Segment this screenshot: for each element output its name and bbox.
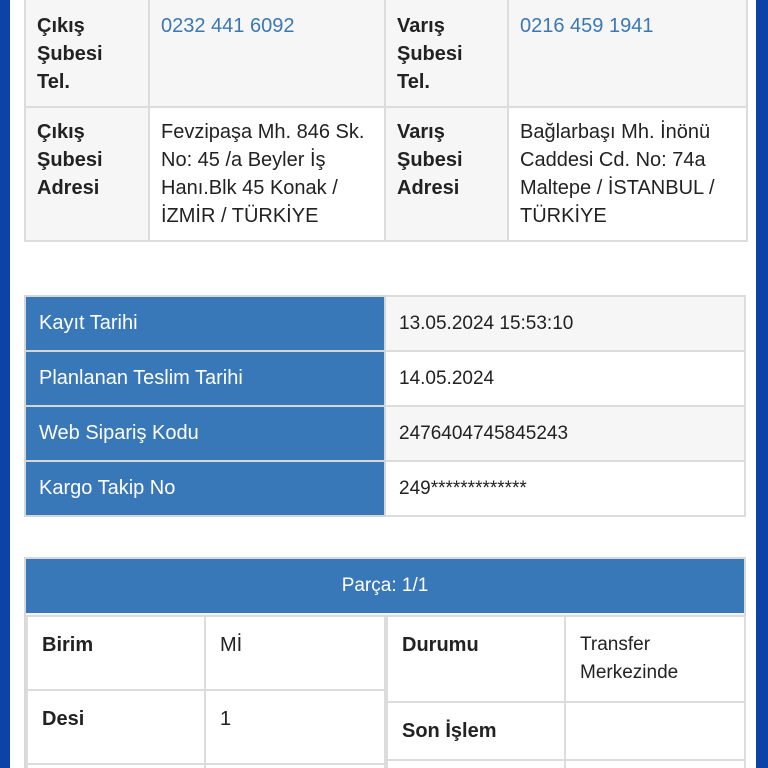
web-order-code-label: Web Sipariş Kodu <box>25 406 385 461</box>
parcel-card <box>24 557 746 768</box>
planned-delivery-label: Planlanan Teslim Tarihi <box>25 351 385 406</box>
branch-address-row <box>25 107 747 241</box>
info-row-tracking-number <box>25 461 745 516</box>
parcel-right-table <box>386 615 746 768</box>
registration-date-value: 13.05.2024 15:53:10 <box>385 296 745 351</box>
registration-date-label: Kayıt Tarihi <box>25 296 385 351</box>
tracking-number-label: Kargo Takip No <box>25 461 385 516</box>
arrival-address: Bağlarbaşı Mh. İnönü Caddesi Cd. No: 74a Maltepe / İSTANBUL / TÜRKİYE <box>508 107 747 241</box>
arrival-address-label: Varış Şubesi Adresi <box>385 107 508 241</box>
unit-label: Birim <box>27 616 205 690</box>
desi-value: 1 <box>205 690 385 764</box>
parcel-next-right-label <box>387 760 565 768</box>
parcel-row-last-action <box>387 702 745 760</box>
status-value: Transfer Merkezinde <box>565 616 745 702</box>
parcel-next-value <box>205 764 385 768</box>
info-row-registration-date <box>25 296 745 351</box>
branch-phone-row <box>25 0 747 107</box>
status-label: Durumu <box>387 616 565 702</box>
planned-delivery-value: 14.05.2024 <box>385 351 745 406</box>
departure-address: Fevzipaşa Mh. 846 Sk. No: 45 /a Beyler İş Hanı.Blk 45 Konak / İZMİR / TÜRKİYE <box>149 107 385 241</box>
web-order-code-value: 2476404745845243 <box>385 406 745 461</box>
parcel-row-next-right <box>387 760 745 768</box>
desi-label: Desi <box>27 690 205 764</box>
parcel-title: Parça: 1/1 <box>341 575 429 596</box>
parcel-header <box>26 559 744 613</box>
tracking-number-value: 249************* <box>385 461 745 516</box>
parcel-row-unit <box>27 616 385 690</box>
parcel-left-table <box>26 615 386 768</box>
arrival-phone-label: Varış Şubesi Tel. <box>385 0 508 107</box>
last-action-label: Son İşlem <box>387 702 565 760</box>
parcel-row-desi <box>27 690 385 764</box>
unit-value: Mİ <box>205 616 385 690</box>
shipment-info-table <box>24 295 746 517</box>
parcel-next-label <box>27 764 205 768</box>
info-row-planned-delivery <box>25 351 745 406</box>
departure-address-label: Çıkış Şubesi Adresi <box>25 107 149 241</box>
parcel-row-next <box>27 764 385 768</box>
parcel-next-right-value <box>565 760 745 768</box>
info-row-web-order-code <box>25 406 745 461</box>
parcel-row-status <box>387 616 745 702</box>
arrival-phone-link[interactable]: 0216 459 1941 <box>508 0 747 107</box>
branch-info-table <box>24 0 748 242</box>
last-action-value <box>565 702 745 760</box>
departure-phone-label: Çıkış Şubesi Tel. <box>25 0 149 107</box>
shipment-detail-panel <box>10 0 756 768</box>
departure-phone-link[interactable]: 0232 441 6092 <box>149 0 385 107</box>
